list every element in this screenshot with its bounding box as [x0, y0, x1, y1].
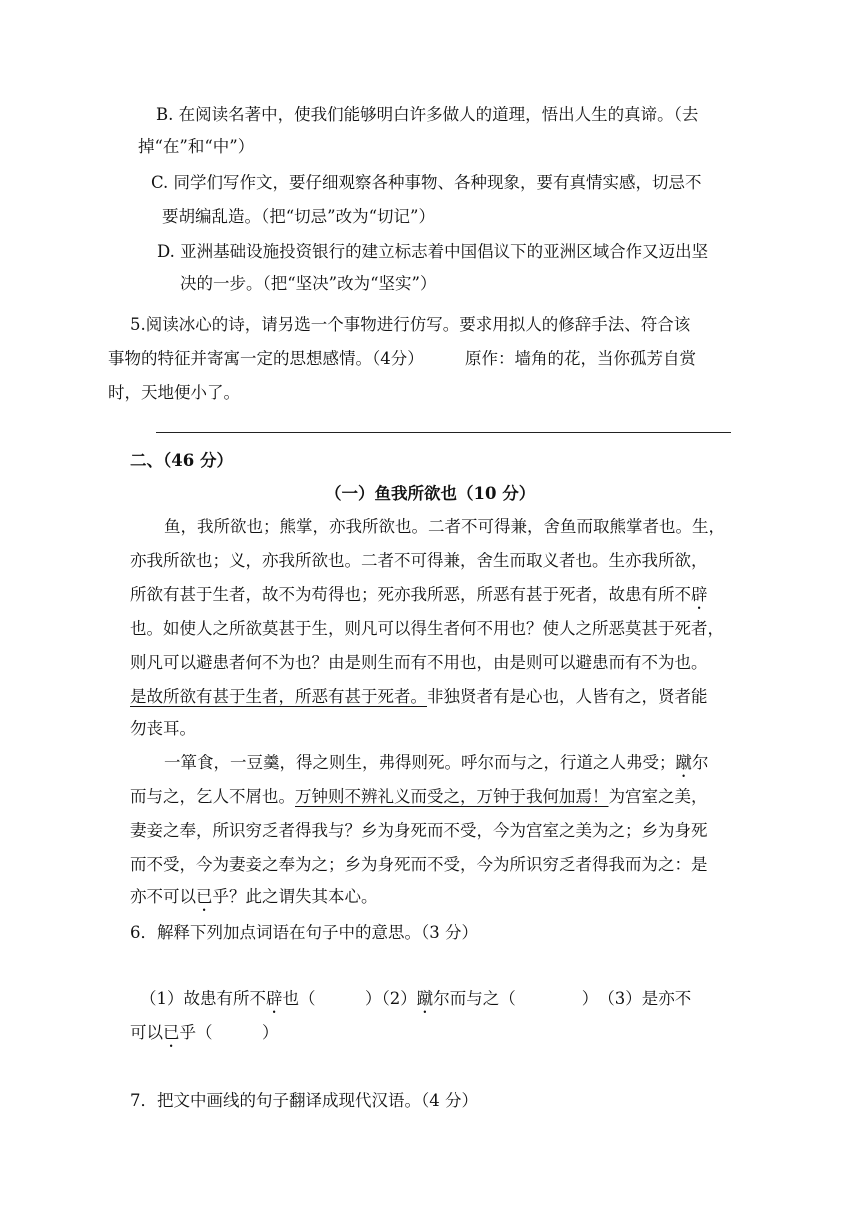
passage-p1-line2: 亦我所欲也；义，亦我所欲也。二者不可得兼，舍生而取义者也。生亦我所欲， [130, 551, 708, 570]
passage-p2-line2 [130, 786, 708, 808]
q5-line2: 事物的特征并寄寓一定的思想感情。（4分） 原作：墙角的花，当你孤芳自赏 [108, 349, 696, 368]
p2-line1-end: 尔 [692, 753, 709, 772]
q6-dotted-bi: 辟 [266, 989, 283, 1008]
q6-dotted-yi: 已 [163, 1023, 180, 1042]
q6-item3-end: 乎（ ） [179, 1023, 279, 1042]
p2-line2-start: 而与之，乞人不屑也。 [130, 787, 295, 806]
passage-p1-line6 [130, 686, 708, 708]
q6-item1-start: （1）故患有所不 [140, 989, 266, 1008]
p1-line3-text: 所欲有甚于生者，故不为苟得也；死亦我所恶，所恶有甚于死者，故患有所不 [130, 585, 691, 604]
dotted-word-cu: 蹴 [675, 753, 692, 772]
q6-prompt: 6．解释下列加点词语在句子中的意思。（3 分） [130, 923, 478, 942]
q6-dotted-cu: 蹴 [416, 989, 434, 1008]
p1-line6-rest: 非独贤者有是心也，人皆有之，贤者能 [427, 687, 708, 706]
passage-p1-line3 [130, 584, 708, 613]
q6-items-line1 [140, 988, 691, 1017]
q4-option-c-line2: 要胡编乱造。（把“切忌”改为“切记”） [162, 207, 435, 226]
passage-p1-line5: 则凡可以避患者何不为也？由是则生而有不用也，由是则可以避患而有不为也。 [130, 653, 708, 672]
passage-p2-line4: 而不受，今为妻妾之奉为之；乡为身死而不受，今为所识穷乏者得我而为之：是 [130, 855, 708, 874]
q5-line3: 时，天地便小了。 [108, 383, 240, 402]
underlined-sentence-1: 是故所欲有甚于生者，所恶有甚于死者。 [130, 687, 427, 706]
p2-line5-end: 乎？此之谓失其本心。 [212, 887, 378, 906]
p2-line5-start: 亦不可以 [130, 887, 196, 906]
p2-line2-end: 为宫室之美， [608, 787, 708, 806]
p2-line1-text: 一箪食，一豆羹，得之则生，弗得则死。呼尔而与之，行道之人弗受； [164, 753, 676, 772]
q4-option-d-line2: 决的一步。（把“坚决”改为“坚实”） [180, 274, 437, 293]
q6-item2-end: 尔而与之（ ） （3）是亦不 [433, 989, 692, 1008]
q4-option-c-line1: C. 同学们写作文，要仔细观察各种事物、各种现象，要有真情实感，切忌不 [151, 173, 702, 192]
dotted-word-yi: 已 [196, 887, 213, 906]
underlined-sentence-2: 万钟则不辨礼义而受之，万钟于我何加焉！ [295, 787, 609, 806]
q6-item1-end: 也（ ）（2） [282, 989, 417, 1008]
passage-p2-line1 [164, 752, 709, 781]
q4-option-d-line1: D. 亚洲基础设施投资银行的建立标志着中国倡议下的亚洲区域合作又迈出坚 [157, 242, 709, 261]
q4-option-b-line1: B. 在阅读名著中，使我们能够明白许多做人的道理，悟出人生的真谛。（去 [156, 105, 699, 124]
dotted-word-bi: 辟 [691, 585, 708, 604]
q7-prompt: 7．把文中画线的句子翻译成现代汉语。（4 分） [130, 1091, 478, 1110]
q6-items-line2 [130, 1022, 279, 1051]
section-heading: 二、（46 分） [130, 451, 233, 470]
answer-line [156, 432, 731, 433]
q4-option-b-line2: 掉“在”和“中”） [138, 137, 255, 156]
passage-title: （一）鱼我所欲也（10 分） [325, 484, 536, 503]
passage-p1-line4: 也。如使人之所欲莫甚于生，则凡可以得生者何不用也？使人之所恶莫甚于死者， [130, 619, 724, 638]
passage-p2-line5 [130, 886, 378, 915]
q6-item3-start: 可以 [130, 1023, 163, 1042]
passage-p1-line7: 勿丧耳。 [130, 719, 196, 738]
passage-p2-line3: 妻妾之奉，所识穷乏者得我与？乡为身死而不受，今为宫室之美为之；乡为身死 [130, 821, 708, 840]
passage-p1-line1: 鱼，我所欲也；熊掌，亦我所欲也。二者不可得兼，舍鱼而取熊掌者也。生， [164, 517, 725, 536]
q5-line1: 5.阅读冰心的诗，请另选一个事物进行仿写。要求用拟人的修辞手法、符合该 [130, 315, 691, 334]
